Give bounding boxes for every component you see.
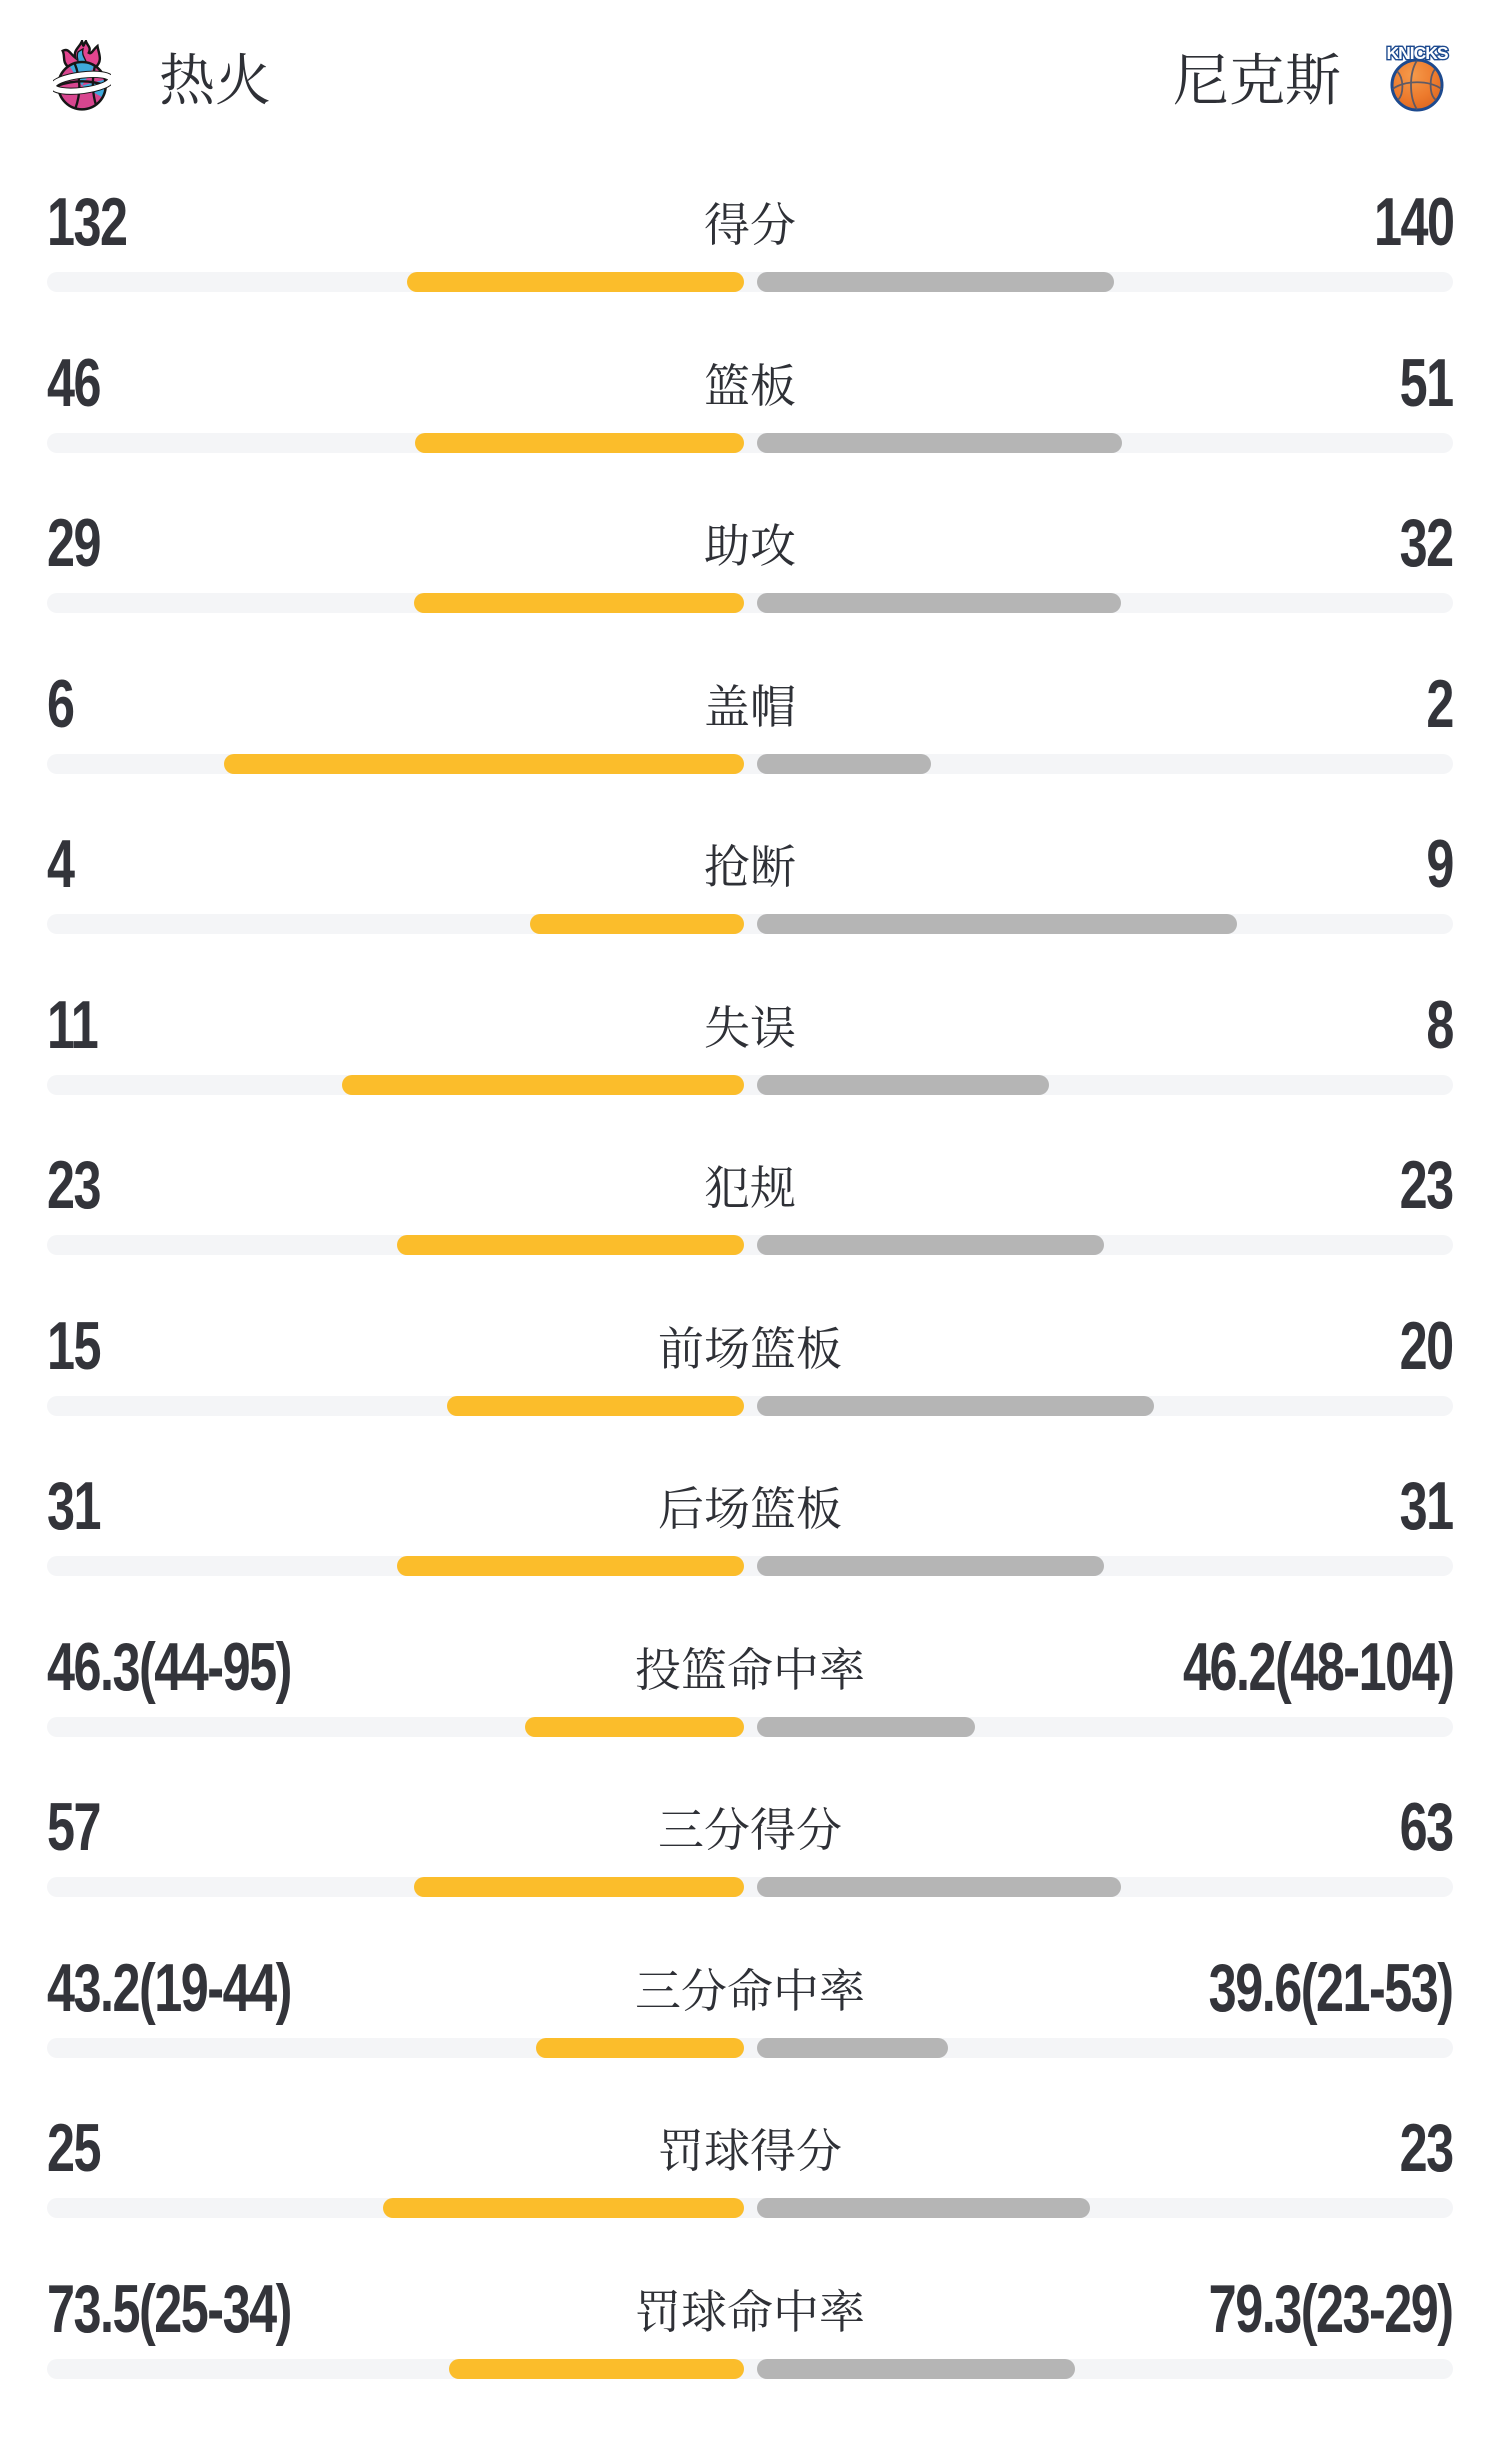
home-stat-value: 46 [47,349,100,417]
stat-label: 前场篮板 [658,1313,842,1379]
away-stat-value: 23 [1400,1151,1453,1219]
stat-line [47,996,1453,1054]
stat-label: 失误 [704,992,796,1058]
bar-track [47,1075,1453,1095]
stat-label: 罚球命中率 [635,2276,865,2342]
knicks-team-logo-icon [1381,42,1453,112]
knicks-logo-text: KNICKS [1386,43,1447,63]
home-stat-value: 6 [47,670,74,738]
stat-line [47,2280,1453,2338]
stat-label: 犯规 [704,1152,796,1218]
stat-line [47,1477,1453,1535]
away-stat-bar [757,1235,1104,1255]
stat-line [47,354,1453,412]
stat-label: 三分得分 [658,1794,842,1860]
stat-row [0,514,1500,675]
stat-line [47,193,1453,251]
stat-label: 罚球得分 [658,2115,842,2181]
home-stat-bar [397,1235,744,1255]
home-stat-bar [525,1717,744,1737]
away-stat-bar [757,593,1121,613]
bar-track [47,1396,1453,1416]
stat-row [0,2280,1500,2440]
stat-label: 助攻 [704,510,796,576]
away-stat-bar [757,1877,1121,1897]
home-stat-value: 73.5(25-34) [47,2275,291,2343]
home-stat-bar [342,1075,744,1095]
stat-line [47,1798,1453,1856]
away-stat-bar [757,2038,948,2058]
bar-track [47,754,1453,774]
stat-label: 得分 [704,189,796,255]
stat-line [47,1638,1453,1696]
bar-track [47,2198,1453,2218]
away-stat-value: 20 [1400,1312,1453,1380]
stat-label: 三分命中率 [635,1955,865,2021]
away-stat-value: 39.6(21-53) [1209,1954,1453,2022]
home-stat-bar [530,914,744,934]
stat-line [47,1156,1453,1214]
bar-track [47,433,1453,453]
away-stat-value: 9 [1426,830,1453,898]
home-stat-bar [447,1396,744,1416]
away-stat-value: 23 [1400,2114,1453,2182]
home-stat-value: 23 [47,1151,100,1219]
stat-line [47,835,1453,893]
home-stat-value: 4 [47,830,74,898]
away-stat-bar [757,1717,975,1737]
stat-row [0,1798,1500,1959]
away-stat-bar [757,272,1114,292]
bar-track [47,593,1453,613]
away-stat-bar [757,1556,1104,1576]
stat-line [47,2119,1453,2177]
away-stat-value: 79.3(23-29) [1209,2275,1453,2343]
stat-row [0,354,1500,515]
away-stat-bar [757,2198,1090,2218]
home-stat-value: 132 [47,188,127,256]
home-stat-bar [407,272,744,292]
away-team-name: 尼克斯 [1173,37,1341,117]
home-stat-bar [224,754,744,774]
home-stat-bar [414,1877,744,1897]
away-stat-bar [757,914,1237,934]
stat-row [0,193,1500,354]
bar-track [47,1235,1453,1255]
bar-track [47,1717,1453,1737]
away-stat-bar [757,1396,1154,1416]
bar-track [47,272,1453,292]
stat-row [0,1317,1500,1478]
bar-track [47,2359,1453,2379]
home-stat-bar [414,593,744,613]
stat-row [0,675,1500,836]
stat-row [0,1638,1500,1799]
stat-row [0,2119,1500,2280]
stat-row [0,996,1500,1157]
bar-track [47,1877,1453,1897]
stat-label: 篮板 [704,350,796,416]
stat-row [0,1477,1500,1638]
stat-row [0,1959,1500,2120]
stat-line [47,675,1453,733]
bar-track [47,2038,1453,2058]
home-stat-value: 11 [47,991,97,1059]
away-stat-value: 51 [1400,349,1453,417]
away-stat-value: 31 [1400,1472,1453,1540]
away-stat-value: 8 [1426,991,1453,1059]
home-stat-bar [397,1556,744,1576]
home-stat-value: 15 [47,1312,100,1380]
stat-line [47,1959,1453,2017]
bar-track [47,1556,1453,1576]
away-stat-value: 46.2(48-104) [1183,1633,1453,1701]
stat-label: 后场篮板 [658,1473,842,1539]
away-stat-value: 63 [1400,1793,1453,1861]
home-stat-value: 57 [47,1793,100,1861]
stat-line [47,1317,1453,1375]
stat-row [0,1156,1500,1317]
home-stat-value: 43.2(19-44) [47,1954,291,2022]
home-stat-value: 46.3(44-95) [47,1633,291,1701]
home-stat-value: 25 [47,2114,100,2182]
away-stat-value: 140 [1373,188,1453,256]
stat-line [47,514,1453,572]
home-stat-value: 31 [47,1472,100,1540]
stats-comparison-list [0,193,1500,2440]
away-stat-bar [757,1075,1049,1095]
bar-track [47,914,1453,934]
stat-label: 抢断 [704,831,796,897]
away-stat-bar [757,433,1122,453]
away-stat-bar [757,754,931,774]
away-stat-value: 2 [1426,670,1453,738]
home-stat-bar [536,2038,744,2058]
stat-label: 盖帽 [704,671,796,737]
away-stat-bar [757,2359,1075,2379]
header [47,40,1453,114]
home-stat-bar [415,433,744,453]
home-stat-bar [449,2359,744,2379]
heat-team-logo-icon [53,40,111,112]
stat-label: 投篮命中率 [635,1634,865,1700]
away-stat-value: 32 [1400,509,1453,577]
home-stat-bar [383,2198,744,2218]
home-stat-value: 29 [47,509,100,577]
home-team-name: 热火 [159,37,271,117]
stat-row [0,835,1500,996]
